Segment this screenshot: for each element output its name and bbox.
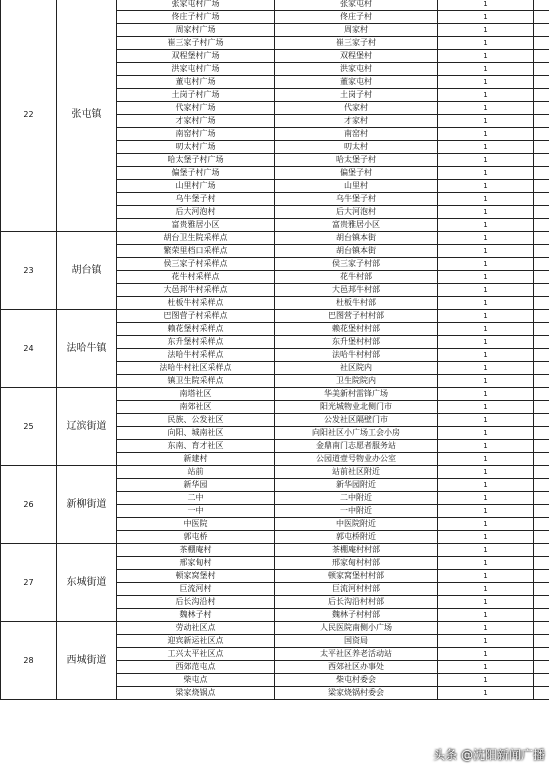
town-name: 东城街道 — [57, 544, 117, 622]
blank-cell — [534, 466, 549, 479]
watermark: 头条 @沈阳新闻广播 — [433, 748, 545, 762]
site-location: 金鼎南门志愿者服务站 — [275, 440, 438, 453]
blank-cell — [534, 206, 549, 219]
site-count: 1 — [438, 349, 534, 362]
site-location: 董家屯村 — [275, 76, 438, 89]
site-count: 1 — [438, 674, 534, 687]
site-name: 崔三家子村广场 — [117, 37, 275, 50]
site-count: 1 — [438, 284, 534, 297]
site-count: 1 — [438, 232, 534, 245]
blank-cell — [534, 622, 549, 635]
site-name: 南塔社区 — [117, 388, 275, 401]
site-name: 魏林子村 — [117, 609, 275, 622]
site-name: 顿家窝堡村 — [117, 570, 275, 583]
site-count: 1 — [438, 245, 534, 258]
site-name: 站前 — [117, 466, 275, 479]
table-body — [1, 0, 549, 700]
table-row — [1, 466, 549, 479]
blank-cell — [534, 661, 549, 674]
site-name: 后大河泡村 — [117, 206, 275, 219]
blank-cell — [534, 557, 549, 570]
blank-cell — [534, 50, 549, 63]
site-count: 1 — [438, 50, 534, 63]
site-location: 巨流河村村部 — [275, 583, 438, 596]
site-count: 1 — [438, 271, 534, 284]
site-count: 1 — [438, 336, 534, 349]
site-location: 叨太村 — [275, 141, 438, 154]
site-location: 后大河泡村 — [275, 206, 438, 219]
site-count: 1 — [438, 310, 534, 323]
group-number: 26 — [1, 466, 57, 544]
site-count: 1 — [438, 141, 534, 154]
site-location: 侯三家子村部 — [275, 258, 438, 271]
site-count: 1 — [438, 635, 534, 648]
blank-cell — [534, 440, 549, 453]
blank-cell — [534, 518, 549, 531]
site-count: 1 — [438, 375, 534, 388]
blank-cell — [534, 0, 549, 11]
site-location: 哈太堡子村 — [275, 154, 438, 167]
site-count: 1 — [438, 687, 534, 700]
site-name: 乌牛堡子村 — [117, 193, 275, 206]
blank-cell — [534, 492, 549, 505]
blank-cell — [534, 401, 549, 414]
site-count: 1 — [438, 479, 534, 492]
site-location: 魏林子村村部 — [275, 609, 438, 622]
blank-cell — [534, 505, 549, 518]
site-count: 1 — [438, 76, 534, 89]
site-count: 1 — [438, 505, 534, 518]
site-location: 后长沟沿村村部 — [275, 596, 438, 609]
site-location: 偏堡子村 — [275, 167, 438, 180]
blank-cell — [534, 180, 549, 193]
site-count: 1 — [438, 388, 534, 401]
site-location: 杜板牛村部 — [275, 297, 438, 310]
site-location: 周家村 — [275, 24, 438, 37]
town-name: 西城街道 — [57, 622, 117, 700]
site-location: 大邑邦牛村部 — [275, 284, 438, 297]
blank-cell — [534, 141, 549, 154]
blank-cell — [534, 427, 549, 440]
site-count: 1 — [438, 180, 534, 193]
site-count: 1 — [438, 544, 534, 557]
site-name: 赖花堡村采样点 — [117, 323, 275, 336]
site-location: 花牛村部 — [275, 271, 438, 284]
site-count: 1 — [438, 531, 534, 544]
site-count: 1 — [438, 11, 534, 24]
blank-cell — [534, 336, 549, 349]
site-name: 杜板牛村采样点 — [117, 297, 275, 310]
site-location: 佟庄子村 — [275, 11, 438, 24]
site-location: 茶棚庵村村部 — [275, 544, 438, 557]
blank-cell — [534, 102, 549, 115]
site-count: 1 — [438, 557, 534, 570]
blank-cell — [534, 414, 549, 427]
blank-cell — [534, 89, 549, 102]
blank-cell — [534, 24, 549, 37]
table-row — [1, 0, 549, 11]
site-name: 繁荣里档口采样点 — [117, 245, 275, 258]
blank-cell — [534, 297, 549, 310]
site-name: 东升堡村采样点 — [117, 336, 275, 349]
site-name: 巴图营子村采样点 — [117, 310, 275, 323]
blank-cell — [534, 245, 549, 258]
town-name: 法哈牛镇 — [57, 310, 117, 388]
site-count: 1 — [438, 440, 534, 453]
blank-cell — [534, 63, 549, 76]
site-count: 1 — [438, 154, 534, 167]
site-count: 1 — [438, 622, 534, 635]
blank-cell — [534, 362, 549, 375]
blank-cell — [534, 674, 549, 687]
blank-cell — [534, 687, 549, 700]
site-location: 邢家甸村村部 — [275, 557, 438, 570]
site-count: 1 — [438, 63, 534, 76]
site-count: 1 — [438, 648, 534, 661]
site-name: 一中 — [117, 505, 275, 518]
site-count: 1 — [438, 89, 534, 102]
site-name: 中医院 — [117, 518, 275, 531]
blank-cell — [534, 271, 549, 284]
site-count: 1 — [438, 206, 534, 219]
site-location: 新华园附近 — [275, 479, 438, 492]
blank-cell — [534, 11, 549, 24]
site-count: 1 — [438, 193, 534, 206]
group-number: 28 — [1, 622, 57, 700]
blank-cell — [534, 453, 549, 466]
site-name: 西郊范屯点 — [117, 661, 275, 674]
site-count: 1 — [438, 583, 534, 596]
site-name: 周家村广场 — [117, 24, 275, 37]
group-number: 23 — [1, 232, 57, 310]
site-location: 中医院附近 — [275, 518, 438, 531]
blank-cell — [534, 635, 549, 648]
blank-cell — [534, 232, 549, 245]
site-location: 华美新村雷锋广场 — [275, 388, 438, 401]
site-name: 董屯村广场 — [117, 76, 275, 89]
site-location: 东升堡村村部 — [275, 336, 438, 349]
table-row — [1, 232, 549, 245]
blank-cell — [534, 323, 549, 336]
site-count: 1 — [438, 518, 534, 531]
site-location: 乌牛堡子村 — [275, 193, 438, 206]
site-count: 1 — [438, 414, 534, 427]
site-name: 偏堡子村广场 — [117, 167, 275, 180]
table-row — [1, 544, 549, 557]
site-location: 张家屯村 — [275, 0, 438, 11]
site-count: 1 — [438, 37, 534, 50]
site-count: 1 — [438, 219, 534, 232]
site-name: 法哈牛村社区采样点 — [117, 362, 275, 375]
site-name: 向阳、城南社区 — [117, 427, 275, 440]
site-name: 大邑邦牛村采样点 — [117, 284, 275, 297]
blank-cell — [534, 609, 549, 622]
site-name: 法哈牛村采样点 — [117, 349, 275, 362]
town-name: 胡台镇 — [57, 232, 117, 310]
blank-cell — [534, 167, 549, 180]
site-count: 1 — [438, 297, 534, 310]
site-location: 公发社区隔壁门市 — [275, 414, 438, 427]
site-count: 1 — [438, 609, 534, 622]
site-name: 洪家屯村广场 — [117, 63, 275, 76]
group-number: 27 — [1, 544, 57, 622]
site-name: 叨太村广场 — [117, 141, 275, 154]
site-name: 巨流河村 — [117, 583, 275, 596]
site-location: 代家村 — [275, 102, 438, 115]
site-count: 1 — [438, 0, 534, 11]
site-location: 法哈牛村村部 — [275, 349, 438, 362]
site-count: 1 — [438, 427, 534, 440]
blank-cell — [534, 193, 549, 206]
site-name: 侯三家子村采样点 — [117, 258, 275, 271]
site-name: 郭屯桥 — [117, 531, 275, 544]
blank-cell — [534, 310, 549, 323]
site-name: 镇卫生院采样点 — [117, 375, 275, 388]
site-location: 土岗子村 — [275, 89, 438, 102]
blank-cell — [534, 375, 549, 388]
site-location: 崔三家子村 — [275, 37, 438, 50]
site-location: 太平社区养老活动站 — [275, 648, 438, 661]
site-name: 胡台卫生院采样点 — [117, 232, 275, 245]
site-location: 卫生院院内 — [275, 375, 438, 388]
site-location: 向阳社区小广场工会小房 — [275, 427, 438, 440]
site-count: 1 — [438, 128, 534, 141]
town-name: 新柳街道 — [57, 466, 117, 544]
site-location: 双程堡村 — [275, 50, 438, 63]
blank-cell — [534, 570, 549, 583]
blank-cell — [534, 115, 549, 128]
site-count: 1 — [438, 453, 534, 466]
table-row — [1, 388, 549, 401]
site-location: 郭屯桥附近 — [275, 531, 438, 544]
group-number: 22 — [1, 0, 57, 232]
site-location: 国资局 — [275, 635, 438, 648]
site-location: 公园道壹号物业办公室 — [275, 453, 438, 466]
site-name: 邢家甸村 — [117, 557, 275, 570]
site-location: 胡台镇本街 — [275, 245, 438, 258]
town-name: 张屯镇 — [57, 0, 117, 232]
blank-cell — [534, 219, 549, 232]
blank-cell — [534, 284, 549, 297]
site-location: 人民医院南侧小广场 — [275, 622, 438, 635]
site-count: 1 — [438, 115, 534, 128]
blank-cell — [534, 154, 549, 167]
site-location: 站前社区附近 — [275, 466, 438, 479]
blank-cell — [534, 596, 549, 609]
blank-cell — [534, 583, 549, 596]
blank-cell — [534, 37, 549, 50]
site-location: 富贵雅居小区 — [275, 219, 438, 232]
site-count: 1 — [438, 362, 534, 375]
site-name: 佟庄子村广场 — [117, 11, 275, 24]
site-location: 阳光城物业北侧门市 — [275, 401, 438, 414]
site-name: 茶棚庵村 — [117, 544, 275, 557]
site-name: 新华园 — [117, 479, 275, 492]
site-location: 洪家屯村 — [275, 63, 438, 76]
site-name: 民族、公发社区 — [117, 414, 275, 427]
site-location: 山里村 — [275, 180, 438, 193]
site-name: 哈太堡子村广场 — [117, 154, 275, 167]
site-name: 柴屯点 — [117, 674, 275, 687]
table-row — [1, 622, 549, 635]
blank-cell — [534, 258, 549, 271]
blank-cell — [534, 479, 549, 492]
site-location: 胡台镇本街 — [275, 232, 438, 245]
site-name: 东南、育才社区 — [117, 440, 275, 453]
group-number: 25 — [1, 388, 57, 466]
blank-cell — [534, 76, 549, 89]
site-count: 1 — [438, 466, 534, 479]
site-count: 1 — [438, 401, 534, 414]
site-location: 二中附近 — [275, 492, 438, 505]
site-name: 二中 — [117, 492, 275, 505]
site-name: 代家村广场 — [117, 102, 275, 115]
site-location: 柴屯村委会 — [275, 674, 438, 687]
site-name: 劳动社区点 — [117, 622, 275, 635]
blank-cell — [534, 531, 549, 544]
site-location: 赖花堡村村部 — [275, 323, 438, 336]
blank-cell — [534, 648, 549, 661]
blank-cell — [534, 388, 549, 401]
blank-cell — [534, 128, 549, 141]
site-name: 南郊社区 — [117, 401, 275, 414]
site-location: 西郊社区办事处 — [275, 661, 438, 674]
site-name: 双程堡村广场 — [117, 50, 275, 63]
blank-cell — [534, 544, 549, 557]
site-count: 1 — [438, 323, 534, 336]
site-location: 一中附近 — [275, 505, 438, 518]
site-count: 1 — [438, 258, 534, 271]
site-name: 迎宾新运社区点 — [117, 635, 275, 648]
site-location: 顿家窝堡村村部 — [275, 570, 438, 583]
site-name: 才家村广场 — [117, 115, 275, 128]
group-number: 24 — [1, 310, 57, 388]
site-count: 1 — [438, 24, 534, 37]
site-count: 1 — [438, 596, 534, 609]
table-row — [1, 310, 549, 323]
site-location: 巴图营子村村部 — [275, 310, 438, 323]
site-name: 梁家烧锅点 — [117, 687, 275, 700]
site-name: 新建村 — [117, 453, 275, 466]
site-name: 花牛村采样点 — [117, 271, 275, 284]
site-count: 1 — [438, 661, 534, 674]
site-name: 工兴太平社区点 — [117, 648, 275, 661]
town-name: 辽滨街道 — [57, 388, 117, 466]
site-count: 1 — [438, 492, 534, 505]
site-name: 后长沟沿村 — [117, 596, 275, 609]
site-name: 山里村广场 — [117, 180, 275, 193]
site-count: 1 — [438, 167, 534, 180]
blank-cell — [534, 349, 549, 362]
site-count: 1 — [438, 570, 534, 583]
site-location: 才家村 — [275, 115, 438, 128]
site-count: 1 — [438, 102, 534, 115]
site-name: 土岗子村广场 — [117, 89, 275, 102]
site-location: 梁家烧锅村委会 — [275, 687, 438, 700]
site-name: 张家屯村广场 — [117, 0, 275, 11]
site-location: 南窑村 — [275, 128, 438, 141]
site-name: 南窑村广场 — [117, 128, 275, 141]
site-location: 社区院内 — [275, 362, 438, 375]
site-name: 富贵雅居小区 — [117, 219, 275, 232]
